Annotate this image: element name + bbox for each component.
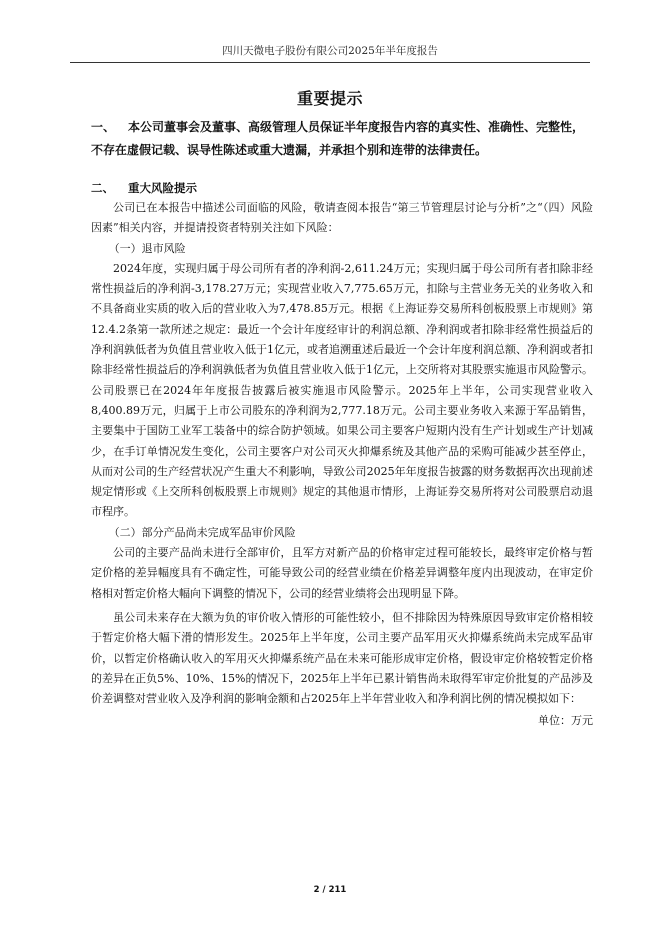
- section-1-text: 本公司董事会及董事、高级管理人员保证半年度报告内容的真实性、准确性、完整性，不存在虚假记载、误导性陈述或重大遗漏，并承担个别和连带的法律责任。: [91, 120, 585, 157]
- page-number: 2 / 211: [313, 885, 347, 895]
- section-1: [91, 116, 593, 162]
- section-2-title: 重大风险提示: [128, 181, 197, 195]
- subsection-1-title: （一）退市风险: [108, 241, 186, 255]
- section-1-number: 一、: [91, 120, 116, 134]
- document-body: [91, 116, 593, 731]
- header-rule: [70, 62, 590, 63]
- subsection-2-paragraph-1: 公司的主要产品尚未进行全部审价，且军方对新产品的价格审定过程可能较长，最终审定价格与暂定价格的差异幅度具有不确定性，可能导致公司的经营业绩在价格差异调整年度内出现波动，在审定价格相对暂定价格大幅向下调整的情况下，公司的经营业绩将会出现明显下降。: [91, 546, 593, 600]
- subsection-2-paragraph-2: 虽公司未来存在大额为负的审价收入情形的可能性较小，但不排除因为特殊原因导致审定价格相较于暂定价格大幅下滑的情形发生。2025年上半年度，公司主要产品军用灭火抑爆系统尚未完成军品审价，以暂定价格确认收入的军用灭火抑爆系统产品在未来可能形成审定价格，假设审定价格较暂定价格的差异在正负5%、10%、15%的情况下，2025年上半年已累计销售尚未取得军审定价批复的产品涉及价差调整对营业收入及净利润的影响金额和占2025年上半年营业收入和净利润比例的情况模拟如下：: [91, 610, 593, 706]
- subsection-1-paragraph: 2024年度，实现归属于母公司所有者的净利润-2,611.24万元；实现归属于母公司所有者扣除非经常性损益后的净利润-3,178.27万元；实现营业收入7,775.65万元，扣除与主营业务无关的业务收入和不具备商业实质的收入后的营业收入为7,478.85万元。根据《上海证券交易所科创板股票上市规则》第12.4.2条第一款所述之规定：最近一个会计年度经审计的利润总额、净利润或者扣除非经常性损益后的净利润孰低者为负值且营业收入低于1亿元，或者追溯重述后最近一个会计年度利润总额、净利润或者扣除非经常性损益后的净利润孰低者为负值且营业收入低于1亿元，上交所将对其股票实施退市风险警示。公司股票已在2024年年度报告披露后被实施退市风险警示。2025年上半年，公司实现营业收入8,400.89万元，归属于上市公司股东的净利润为2,777.18万元。公司主要业务收入来源于军品销售，主要集中于国防工业军工装备中的综合防护领域。如果公司主要客户短期内没有生产计划或生产计划减少，在手订单情况发生变化，公司主要客户对公司灭火抑爆系统及其他产品的采购可能减少甚至停止，从而对公司的生产经营状况产生重大不利影响，导致公司2025年年度报告披露的财务数据再次出现前述规定情形或《上交所科创板股票上市规则》规定的其他退市情形，上海证券交易所将对公司股票启动退市程序。: [91, 261, 593, 519]
- section-2-heading: [91, 178, 593, 198]
- unit-label: 单位：万元: [538, 714, 593, 728]
- page-title: 重要提示: [296, 89, 363, 108]
- page-header: 四川天微电子股份有限公司2025年半年度报告: [222, 45, 438, 57]
- section-2-number: 二、: [91, 181, 114, 195]
- section-2-intro: 公司已在本报告中描述公司面临的风险，敬请查阅本报告“第三节管理层讨论与分析”之“（四）风险因素”相关内容，并提请投资者特别关注如下风险：: [91, 201, 593, 235]
- subsection-2-title: （二）部分产品尚未完成军品审价风险: [108, 525, 296, 539]
